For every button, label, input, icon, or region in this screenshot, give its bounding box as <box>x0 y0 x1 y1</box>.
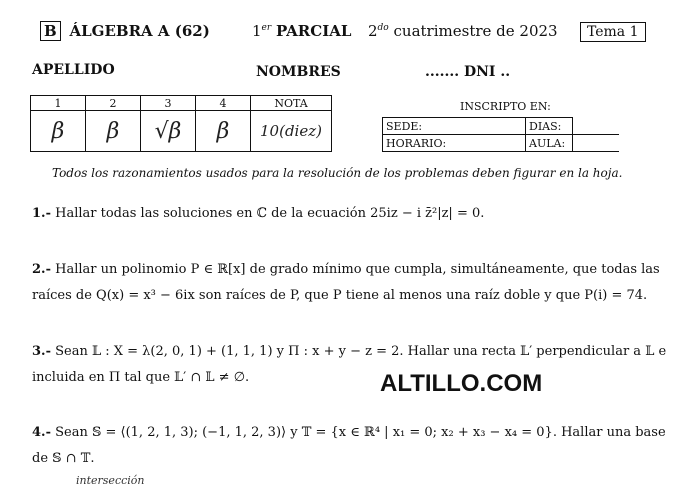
grade-header-4: 4 <box>196 96 251 111</box>
dni-label: ....... DNI .. <box>425 64 511 80</box>
problem-1 <box>32 201 484 227</box>
grade-mark-3: √β <box>141 111 196 152</box>
grades-table <box>30 95 332 152</box>
problem-text: Sean 𝕃 : X = λ(2, 0, 1) + (1, 1, 1) y Π : x + y − z = 2. Hallar una recta 𝕃′ perpendicular a 𝕃 e <box>55 344 667 359</box>
grade-mark-4: β <box>196 111 251 152</box>
aula-value <box>573 135 620 152</box>
problem-number: 1.- <box>32 206 51 221</box>
nombres-label: NOMBRES <box>256 64 341 80</box>
exam-ordinal: 1 <box>252 22 262 40</box>
watermark-text: ALTILLO.COM <box>380 370 543 397</box>
problem-number: 2.- <box>32 262 51 277</box>
problem-4 <box>32 420 666 472</box>
box-letter: B <box>40 21 61 41</box>
tema-box: Tema 1 <box>580 22 646 42</box>
problem-text-cont: de 𝕊 ∩ 𝕋. <box>32 451 95 466</box>
problem-text: Hallar todas las soluciones en ℂ de la ecuación 25iz − i z̄²|z| = 0. <box>55 206 485 221</box>
exam-name <box>252 22 351 40</box>
problem-text: Sean 𝕊 = ⟨(1, 2, 1, 3); (−1, 1, 2, 3)⟩ y 𝕋 = {x ∈ ℝ⁴ | x₁ = 0; x₂ + x₃ − x₄ = 0}. Hallar una base <box>55 425 666 440</box>
problem-2 <box>32 257 660 309</box>
aula-label: AULA: <box>526 135 573 152</box>
problem-text-cont: incluida en Π tal que 𝕃′ ∩ 𝕃 ≠ ∅. <box>32 370 250 385</box>
sede-label: SEDE: <box>383 118 526 135</box>
dias-value <box>573 118 620 135</box>
problem-text-cont: raíces de Q(x) = x³ − 6ix son raíces de P, que P tiene al menos una raíz doble y que P(i) = 74. <box>32 288 648 303</box>
problem-text: Hallar un polinomio P ∈ ℝ[x] de grado mínimo que cumpla, simultáneamente, que todas las <box>55 262 660 277</box>
handwritten-note: intersección <box>76 474 145 487</box>
problem-3 <box>32 339 666 391</box>
header-line <box>40 22 210 40</box>
course-title: ÁLGEBRA A (62) <box>69 22 210 40</box>
grade-header-1: 1 <box>31 96 86 111</box>
grade-header-3: 3 <box>141 96 196 111</box>
grade-header-2: 2 <box>86 96 141 111</box>
horario-label: HORARIO: <box>383 135 526 152</box>
problem-number: 3.- <box>32 344 51 359</box>
inscripto-title: INSCRIPTO EN: <box>460 100 551 113</box>
grade-mark-nota: 10(diez) <box>251 111 332 152</box>
instructions: Todos los razonamientos usados para la resolución de los problemas deben figurar en la hoja. <box>52 166 623 180</box>
inscripto-table <box>382 117 619 152</box>
term-ordinal: 2 <box>368 22 378 40</box>
exam-label: PARCIAL <box>275 22 352 40</box>
term-text: cuatrimestre de 2023 <box>393 22 558 40</box>
grade-mark-1: β <box>31 111 86 152</box>
apellido-label: APELLIDO <box>32 62 115 78</box>
grade-header-nota: NOTA <box>251 96 332 111</box>
exam-ordinal-sup: er <box>261 23 272 33</box>
problem-number: 4.- <box>32 425 51 440</box>
term-ordinal-sup: do <box>377 23 389 33</box>
term <box>368 22 558 40</box>
dias-label: DIAS: <box>526 118 573 135</box>
grade-mark-2: β <box>86 111 141 152</box>
